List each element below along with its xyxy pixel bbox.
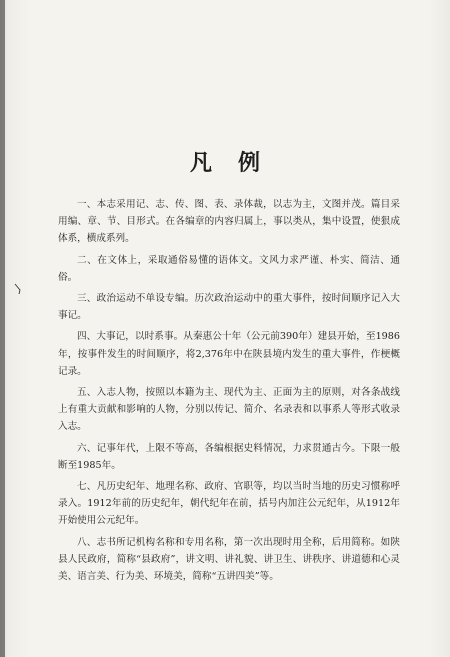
content-body — [58, 196, 400, 589]
guideline-paragraph-2: 二、在文体上，采取通俗易懂的语体文。文风力求严谨、朴实、简洁、通俗。 — [58, 254, 400, 283]
binding-edge-shadow — [0, 0, 5, 657]
guideline-paragraph-7: 七、凡历史纪年、地理名称、政府、官职等，均以当时当地的历史习惯称呼录入。1912年前的历史纪年，朝代纪年在前，括号内加注公元纪年，从1912年开始使用公元纪年。 — [58, 481, 400, 527]
guideline-paragraph-3: 三、政治运动不单设专编。历次政治运动中的重大事件，按时间顺序记入大事记。 — [58, 293, 400, 322]
margin-pen-mark — [14, 283, 22, 295]
guideline-paragraph-6: 六、记事年代，上限不等高，各编根据史料情况，力求贯通古今。下限一般断至1985年。 — [58, 442, 400, 471]
guideline-paragraph-4: 四、大事记，以时系事。从秦惠公十年（公元前390年）建县开始，至1986年，按事件发生的时间顺序，将2,376年中在陕县境内发生的重大事件，作梗概记录。 — [58, 331, 400, 377]
guideline-paragraph-5: 五、入志人物，按照以本籍为主、现代为主、正面为主的原则，对各条战线上有重大贡献和影响的人物，分别以传记、简介、名录表和以事系人等形式收录入志。 — [58, 387, 400, 433]
page-title: 凡例 — [189, 150, 286, 176]
guideline-paragraph-1: 一、本志采用记、志、传、图、表、录体裁，以志为主，文图并茂。篇目采用编、章、节、目形式。在各编章的内容归属上，事以类从，集中设置，使狠成体系，横成系列。 — [58, 199, 400, 245]
guideline-paragraph-8: 八、志书所记机构名称和专用名称，第一次出现时用全称，后用简称。如陕县人民政府，简称“县政府”，讲文明、讲礼貌、讲卫生、讲秩序、讲道德和心灵美、语言美、行为美、环境美，简称“五讲四美”等。 — [58, 536, 400, 583]
